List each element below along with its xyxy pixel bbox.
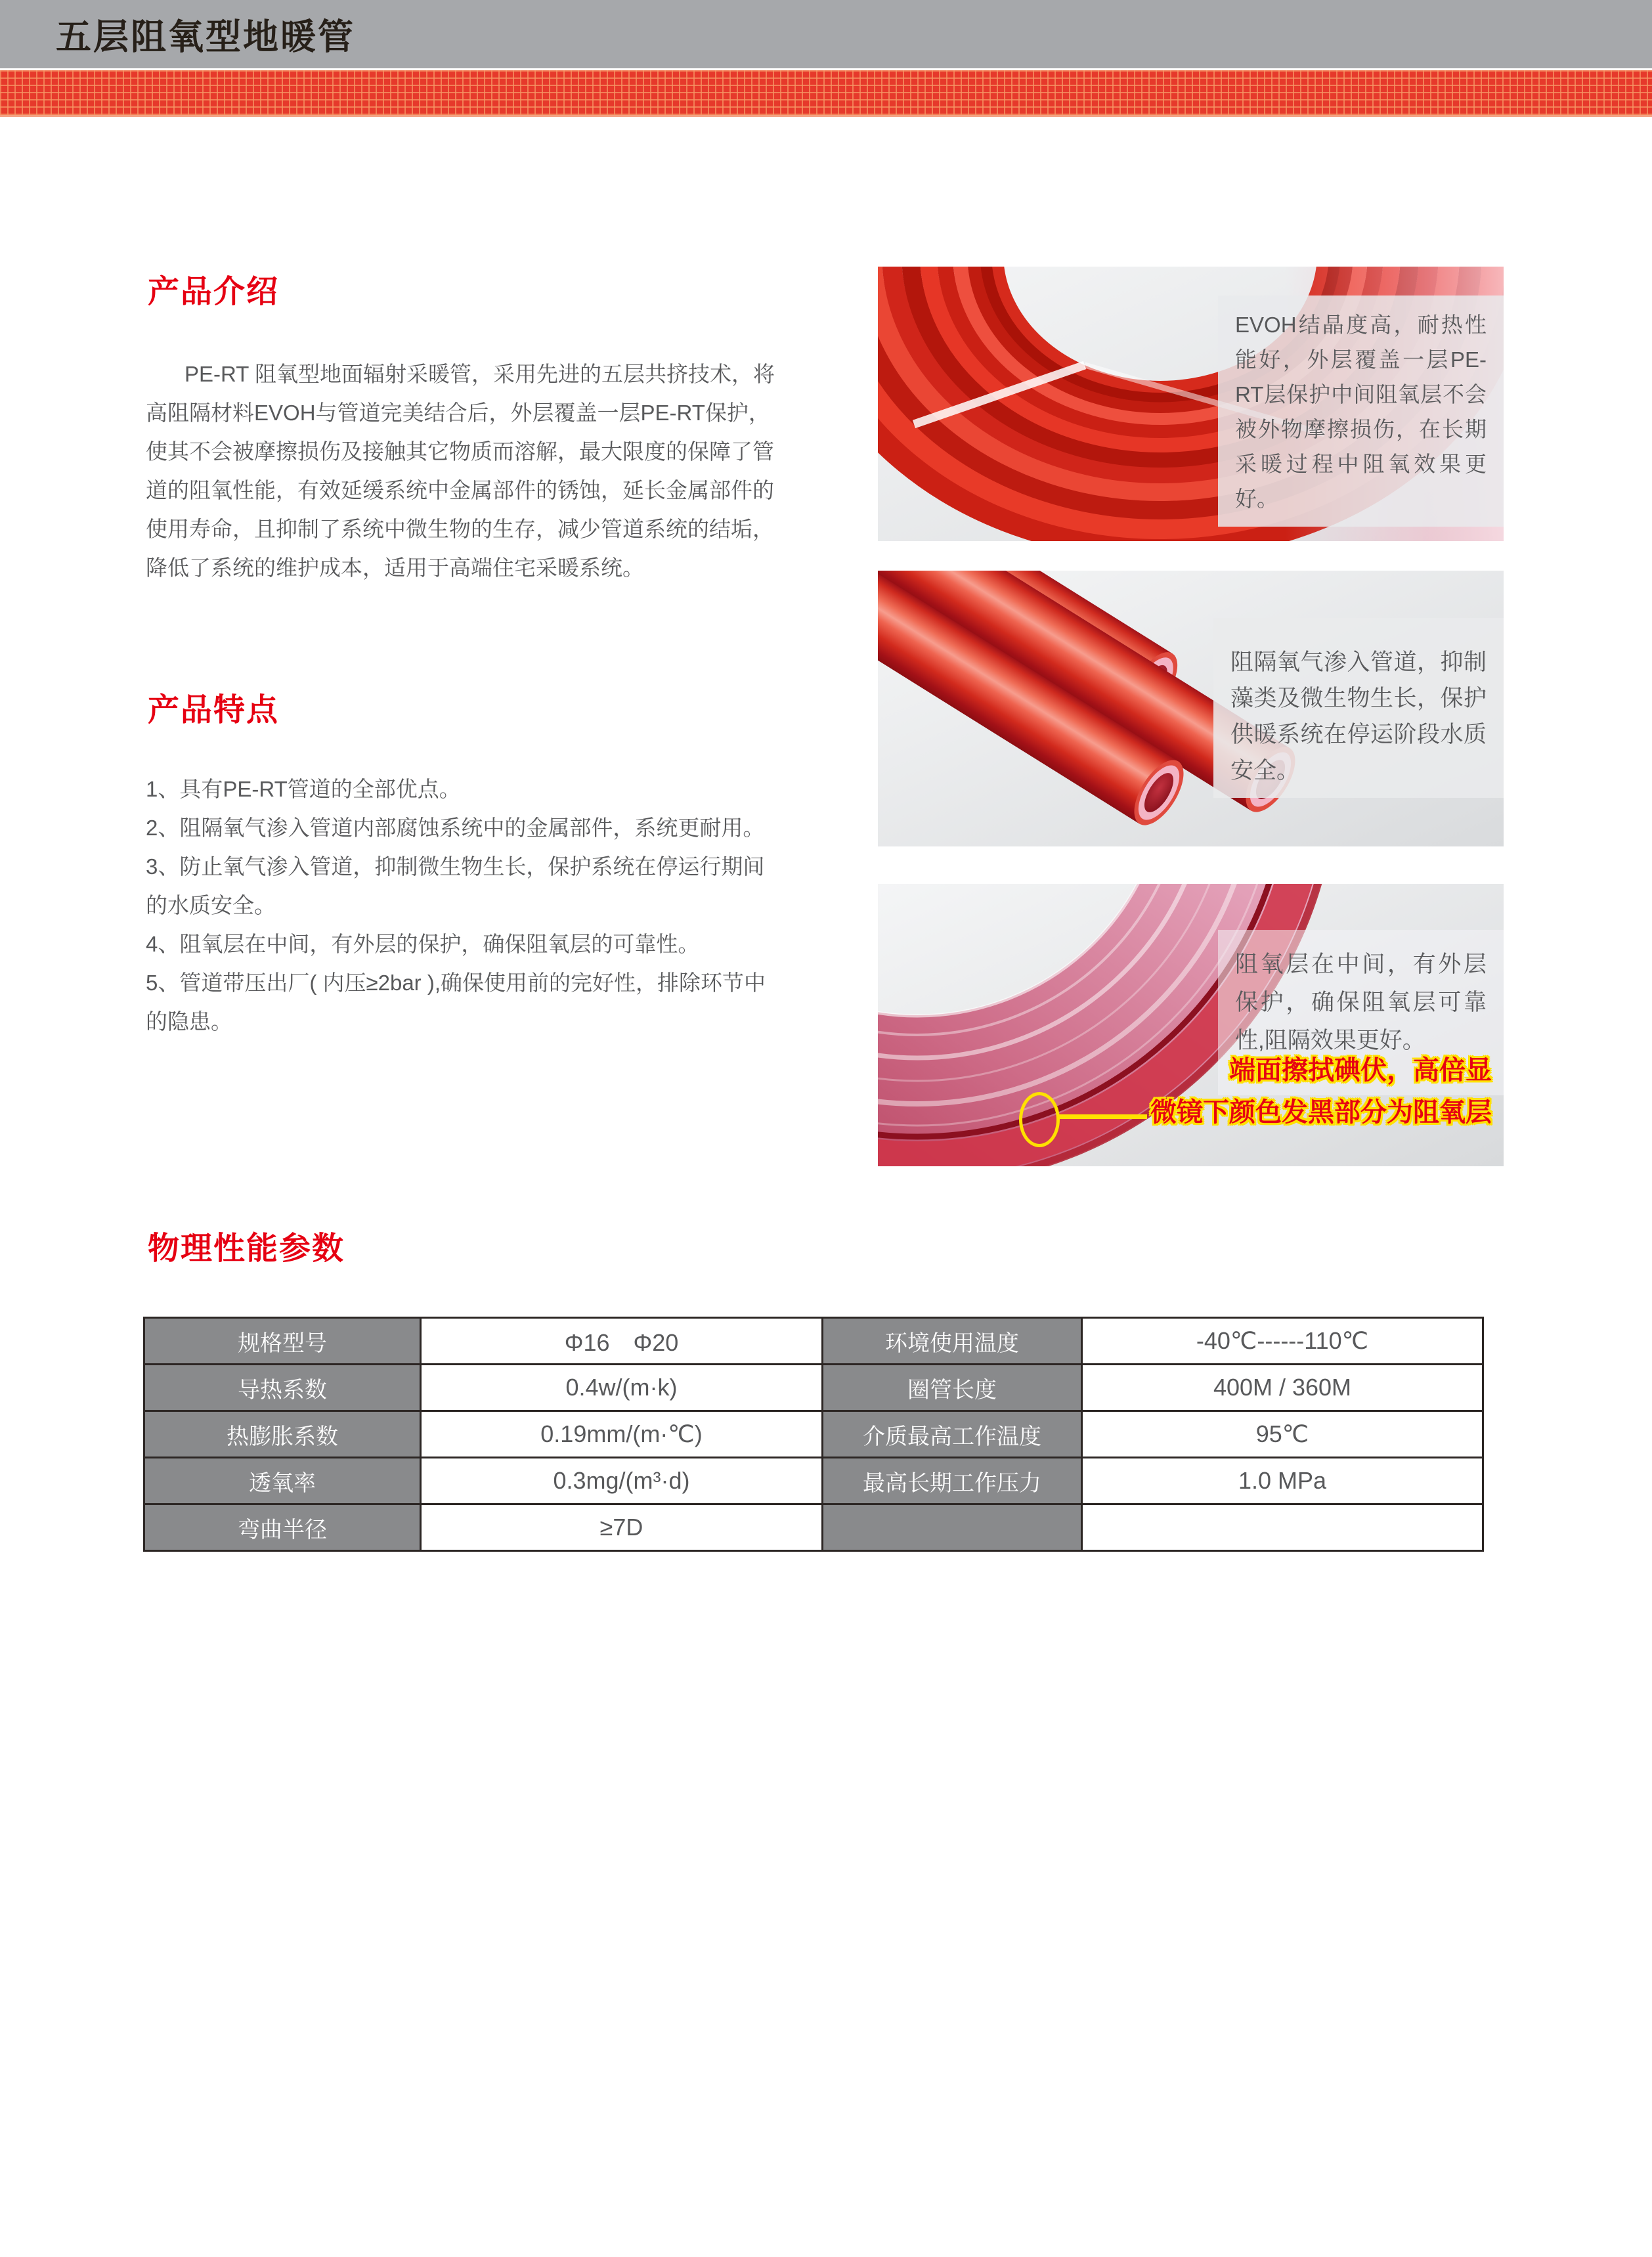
param-value: Φ16 Φ20 <box>421 1318 823 1365</box>
intro-line: 道的阻氧性能，有效延缓系统中金属部件的锈蚀，延长金属部件的 <box>146 478 774 502</box>
param-label: 规格型号 <box>144 1318 421 1365</box>
param-label: 环境使用温度 <box>823 1318 1082 1365</box>
page-title: 五层阻氧型地暖管 <box>56 17 355 57</box>
feature-line: 4、阻氧层在中间，有外层的保护，确保阻氧层的可靠性。 <box>146 932 700 956</box>
physical-parameters-table <box>143 1317 1484 1552</box>
feature-line: 2、阻隔氧气渗入管道内部腐蚀系统中的金属部件，系统更耐用。 <box>146 816 765 840</box>
table-row <box>144 1458 1483 1504</box>
figure2-caption: 阻隔氧气渗入管道，抑制藻类及微生物生长，保护供暖系统在停运阶段水质安全。 <box>1213 618 1504 798</box>
iodine-annotation-line1: 端面擦拭碘伏，高倍显 <box>1229 1056 1492 1085</box>
figure1-caption: EVOH结晶度高，耐热性能好，外层覆盖一层PE-RT层保护中间阻氧层不会被外物摩擦损伤，在长期采暖过程中阻氧效果更好。 <box>1218 296 1504 527</box>
param-label: 热膨胀系数 <box>144 1411 421 1458</box>
figure-red-coil <box>878 267 1504 541</box>
param-label: 弯曲半径 <box>144 1504 421 1551</box>
intro-line: 降低了系统的维护成本，适用于高端住宅采暖系统。 <box>146 556 644 580</box>
section-heading-features: 产品特点 <box>148 693 280 728</box>
section-heading-parameters: 物理性能参数 <box>148 1231 345 1266</box>
param-label: 导热系数 <box>144 1365 421 1411</box>
table-row <box>144 1411 1483 1458</box>
red-grid-banner <box>0 70 1652 117</box>
iodine-annotation <box>1124 1049 1492 1133</box>
table-row <box>144 1365 1483 1411</box>
table-row <box>144 1318 1483 1365</box>
feature-line: 1、具有PE-RT管道的全部优点。 <box>146 777 461 801</box>
intro-paragraph <box>146 355 802 587</box>
param-label: 圈管长度 <box>823 1365 1082 1411</box>
param-value: 0.3mg/(m³·d) <box>421 1458 823 1504</box>
iodine-annotation-line2: 微镜下颜色发黑部分为阻氧层 <box>1150 1098 1492 1127</box>
figure3-caption: 阻氧层在中间，有外层保护，确保阻氧层可靠性,阻隔效果更好。 <box>1218 930 1504 1095</box>
feature-line: 3、防止氧气渗入管道，抑制微生物生长，保护系统在停运行期间 <box>146 854 765 879</box>
param-value: 400M / 360M <box>1082 1365 1483 1411</box>
param-label: 介质最高工作温度 <box>823 1411 1082 1458</box>
param-value: ≥7D <box>421 1504 823 1551</box>
intro-line: PE-RT 阻氧型地面辐射采暖管，采用先进的五层共挤技术，将 <box>185 362 775 386</box>
feature-line: 的隐患。 <box>146 1009 232 1034</box>
param-value: 1.0 MPa <box>1082 1458 1483 1504</box>
param-label: 透氧率 <box>144 1458 421 1504</box>
intro-line: 使其不会被摩擦损伤及接触其它物质而溶解，最大限度的保障了管 <box>146 439 774 464</box>
feature-line: 5、管道带压出厂( 内压≥2bar ),确保使用前的完好性，排除环节中 <box>146 971 766 995</box>
param-value: 0.4w/(m·k) <box>421 1365 823 1411</box>
param-value: 95℃ <box>1082 1411 1483 1458</box>
highlight-circle-marker <box>1019 1092 1060 1147</box>
intro-line: 高阻隔材料EVOH与管道完美结合后，外层覆盖一层PE-RT保护， <box>146 401 770 425</box>
feature-line: 的水质安全。 <box>146 893 276 917</box>
page-header <box>0 0 1652 68</box>
features-list <box>146 770 802 1041</box>
intro-line: 使用寿命，且抑制了系统中微生物的生存，减少管道系统的结垢， <box>146 517 774 541</box>
table-row <box>144 1504 1483 1551</box>
figure-cross-section <box>878 884 1504 1166</box>
param-value: -40℃------110℃ <box>1082 1318 1483 1365</box>
param-label <box>823 1504 1082 1551</box>
param-value: 0.19mm/(m·℃) <box>421 1411 823 1458</box>
section-heading-intro: 产品介绍 <box>148 274 280 309</box>
figure-three-pipes <box>878 571 1504 846</box>
annotation-pointer-line <box>1056 1114 1147 1119</box>
param-value <box>1082 1504 1483 1551</box>
param-label: 最高长期工作压力 <box>823 1458 1082 1504</box>
